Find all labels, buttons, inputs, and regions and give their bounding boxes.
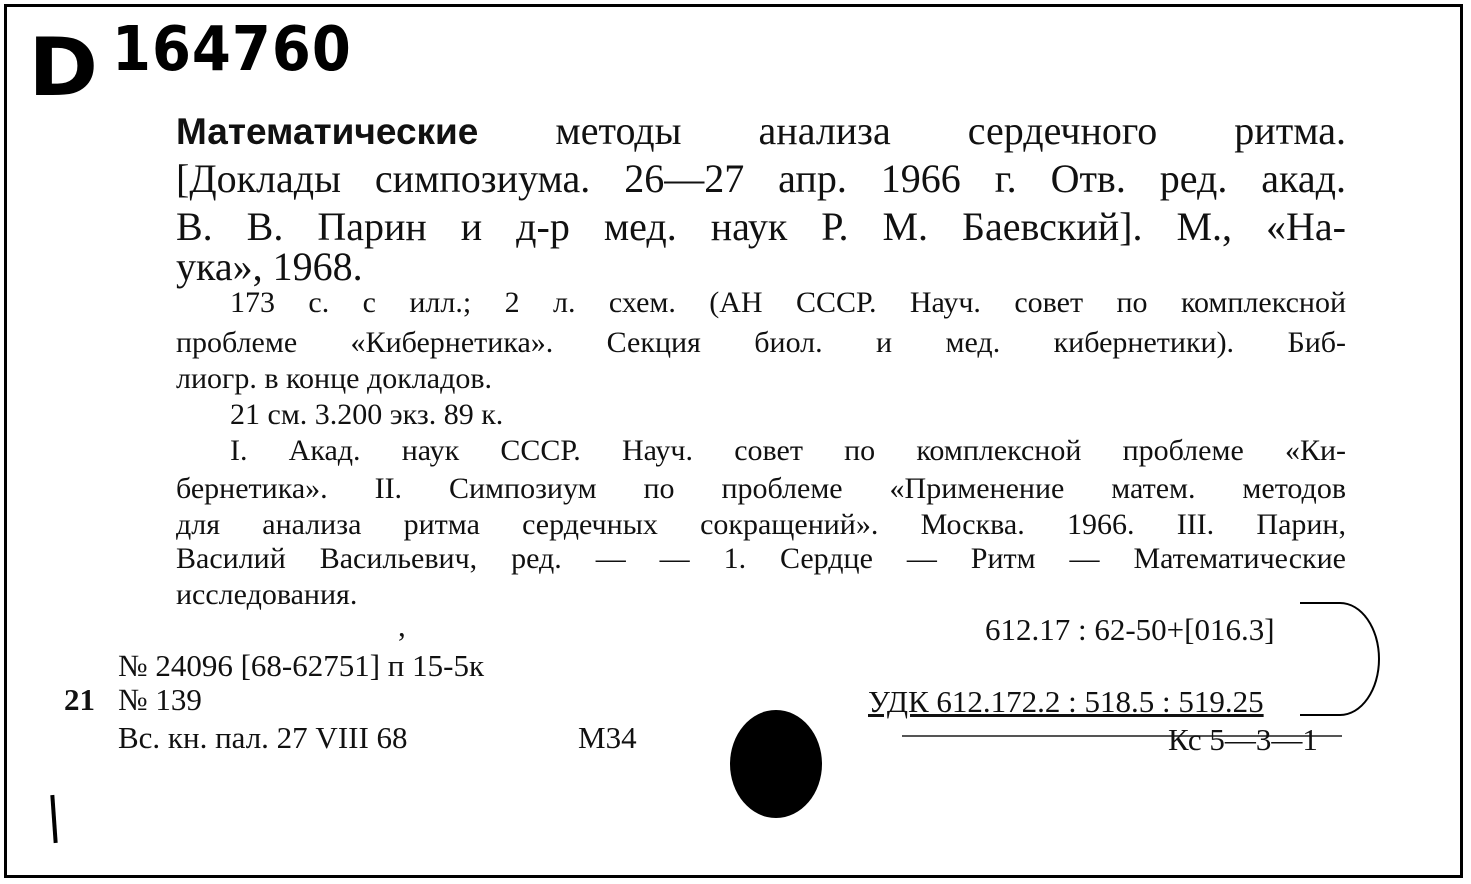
desc-line-3: лиогр. в конце докладов.: [176, 362, 493, 395]
handwritten-oval: [1300, 602, 1380, 716]
class-code: 612.17 : 62-50+[016.3]: [985, 612, 1275, 647]
title-line-2: [Доклады симпозиума. 26—27 апр. 1966 г. Отв. ред. акад.: [176, 156, 1346, 201]
title-line-4: ука», 1968.: [176, 244, 363, 289]
title-rest: методы анализа сердечного ритма.: [555, 108, 1346, 153]
title-line-3: В. В. Парин и д-р мед. наук Р. М. Баевский]. М., «На-: [176, 204, 1346, 249]
title-line-1: [176, 108, 1346, 155]
desc-line-4: 21 см. 3.200 экз. 89 к.: [230, 398, 504, 431]
desc-line-1: 173 с. с илл.; 2 л. схем. (АН СССР. Науч. совет по комплексной: [230, 286, 1346, 319]
subject-line-2: бернетика». II. Симпозиум по проблеме «Применение матем. методов: [176, 472, 1346, 505]
desc-line-2: проблеме «Кибернетика». Секция биол. и мед. кибернетики). Биб-: [176, 326, 1346, 359]
footer-line-3b: М34: [578, 720, 637, 755]
subject-line-4: Василий Васильевич, ред. — — 1. Сердце — Ритм — Математические: [176, 542, 1346, 575]
handwritten-letter: D: [28, 21, 99, 114]
subject-line-1: I. Акад. наук СССР. Науч. совет по комплексной проблеме «Ки-: [230, 434, 1346, 467]
footer-line-3a: Вс. кн. пал. 27 VIII 68: [118, 720, 408, 755]
handwritten-number: 164760: [112, 13, 352, 86]
title-bold-word: Математические: [176, 111, 479, 152]
footer-line-2-prefix: 21: [64, 682, 95, 717]
footer-line-2: № 139: [118, 682, 202, 717]
stray-comma: ,: [398, 608, 406, 643]
subject-line-3: для анализа ритма сердечных сокращений». Москва. 1966. III. Парин,: [176, 508, 1346, 541]
udk-code: УДК 612.172.2 : 518.5 : 519.25: [868, 684, 1264, 719]
footer-line-1: № 24096 [68-62751] п 15-5к: [118, 648, 485, 683]
subject-line-5: исследования.: [176, 578, 358, 611]
punch-hole: [730, 710, 822, 818]
kc-code: Кс 5—3—1: [1168, 722, 1318, 757]
